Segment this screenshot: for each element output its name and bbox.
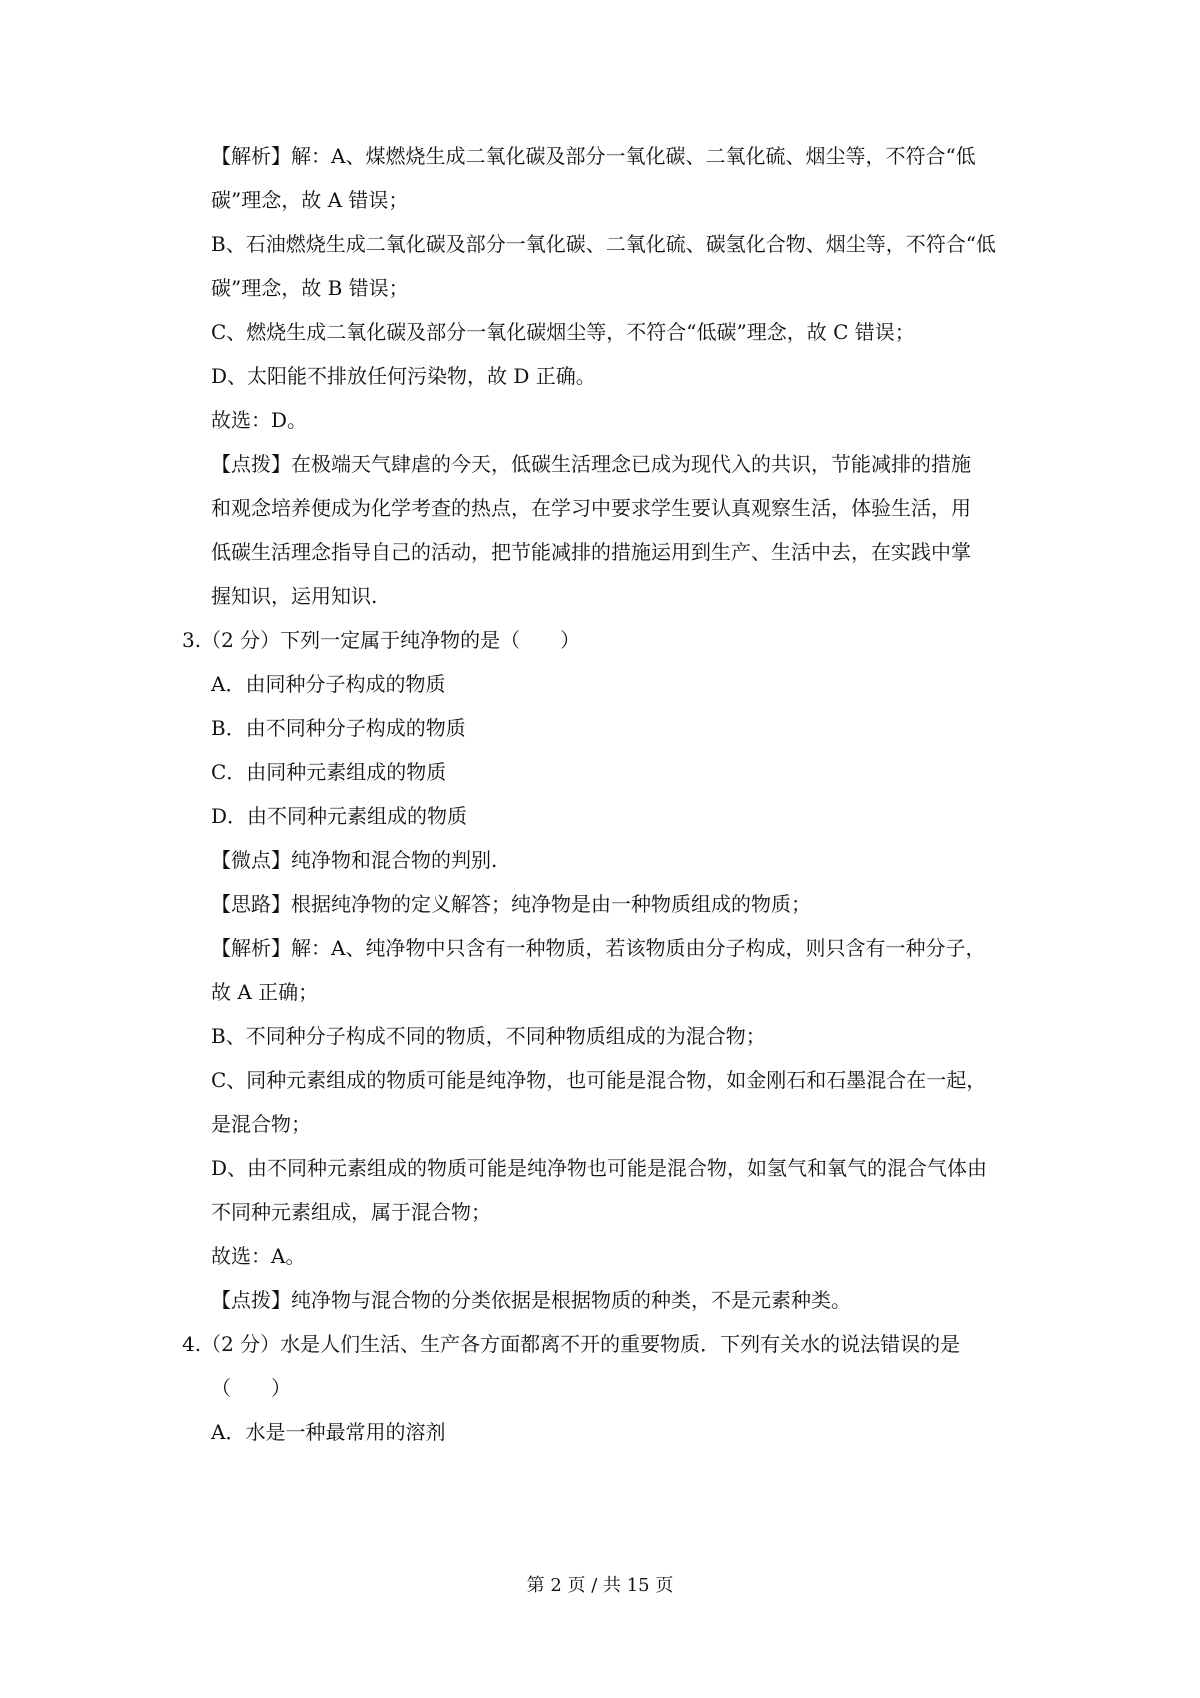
page-footer: 第 2 页 / 共 15 页 (526, 1575, 674, 1596)
text-line: 【思路】根据纯净物的定义解答；纯净物是由一种物质组成的物质； (211, 892, 811, 916)
text-line: B、不同种分子构成不同的物质，不同种物质组成的为混合物； (211, 1024, 766, 1048)
question-heading: 3.（2 分）下列一定属于纯净物的是（ ） (182, 628, 581, 652)
text-line: D、由不同种元素组成的物质可能是纯净物也可能是混合物，如氢气和氧气的混合气体由 (211, 1156, 988, 1180)
option-b: B．由不同种分子构成的物质 (211, 716, 466, 740)
text-line: 低碳生活理念指导自己的活动，把节能减排的措施运用到生产、生活中去，在实践中掌 (211, 540, 971, 564)
text-line: （ ） (211, 1376, 291, 1400)
text-line: 不同种元素组成，属于混合物； (211, 1200, 491, 1224)
text-line: 故选：D。 (211, 408, 308, 432)
option-d: D．由不同种元素组成的物质 (211, 804, 468, 828)
text-line: B、石油燃烧生成二氧化碳及部分一氧化碳、二氧化硫、碳氢化合物、烟尘等，不符合“低 (211, 232, 996, 256)
text-line: C、燃烧生成二氧化碳及部分一氧化碳烟尘等，不符合“低碳”理念，故 C 错误； (211, 320, 915, 344)
text-line: C、同种元素组成的物质可能是纯净物，也可能是混合物，如金刚石和石墨混合在一起， (211, 1068, 987, 1092)
text-line: 碳”理念，故 A 错误； (211, 188, 409, 212)
question-heading: 4.（2 分）水是人们生活、生产各方面都离不开的重要物质．下列有关水的说法错误的是 (182, 1332, 961, 1356)
text-line: 【点拨】纯净物与混合物的分类依据是根据物质的种类，不是元素种类。 (211, 1288, 851, 1312)
text-line: D、太阳能不排放任何污染物，故 D 正确。 (211, 364, 596, 388)
text-line: 故 A 正确； (211, 980, 319, 1004)
text-line: 碳”理念，故 B 错误； (211, 276, 409, 300)
text-line: 和观念培养便成为化学考查的热点，在学习中要求学生要认真观察生活，体验生活，用 (211, 496, 971, 520)
text-line: 【点拨】在极端天气肆虐的今天，低碳生活理念已成为现代入的共识，节能减排的措施 (211, 452, 971, 476)
option-c: C．由同种元素组成的物质 (211, 760, 447, 784)
text-line: 【微点】纯净物和混合物的判别. (211, 848, 498, 872)
text-line: 故选：A。 (211, 1244, 306, 1268)
text-line: 是混合物； (211, 1112, 311, 1136)
option-a: A．水是一种最常用的溶剂 (211, 1420, 446, 1444)
text-line: 【解析】解：A、纯净物中只含有一种物质，若该物质由分子构成，则只含有一种分子， (211, 936, 986, 960)
text-line: 握知识，运用知识. (211, 584, 378, 608)
option-a: A．由同种分子构成的物质 (211, 672, 446, 696)
text-line: 【解析】解：A、煤燃烧生成二氧化碳及部分一氧化碳、二氧化硫、烟尘等，不符合“低 (211, 144, 976, 168)
